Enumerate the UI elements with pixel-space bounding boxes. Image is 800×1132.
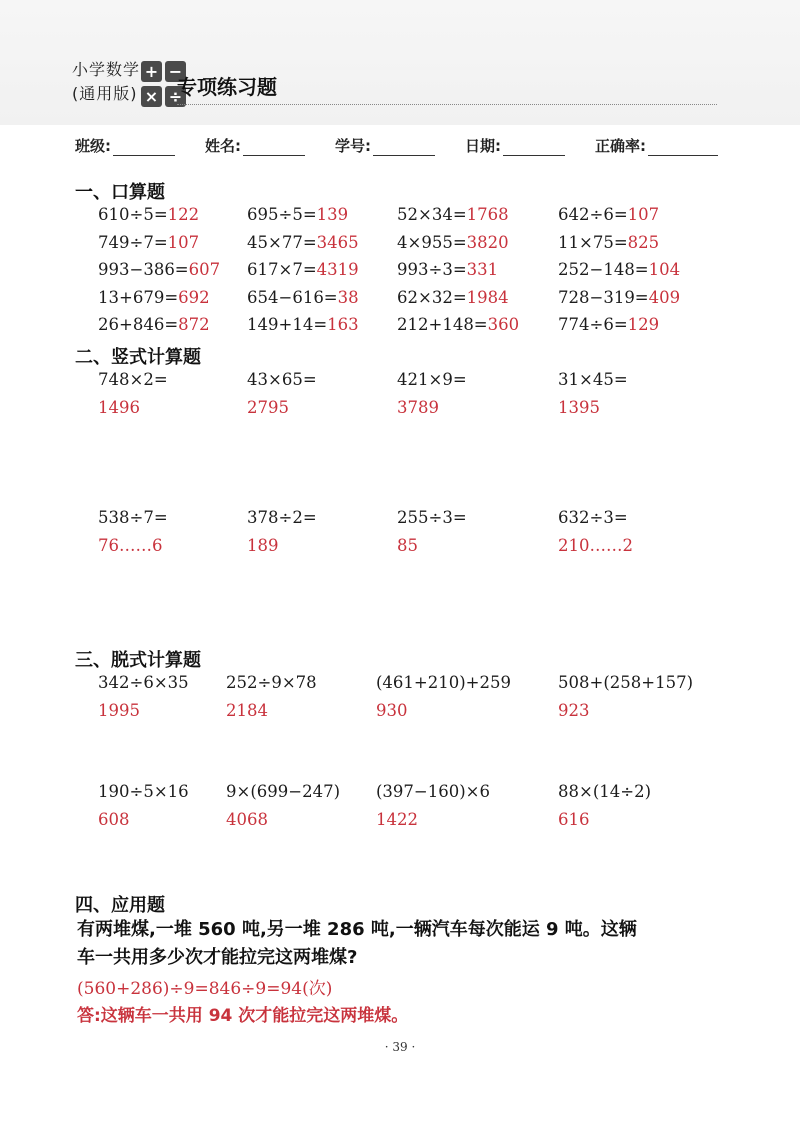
section1-title: 一、口算题 xyxy=(75,182,165,203)
answer: 1984 xyxy=(466,288,509,307)
vertical-answer: 1395 xyxy=(558,398,600,417)
oral-item xyxy=(98,288,210,307)
question: 212+148= xyxy=(397,315,488,334)
section3-title: 三、脱式计算题 xyxy=(75,650,201,671)
question: 52×34= xyxy=(397,205,467,224)
stepwise-answer: 2184 xyxy=(226,701,268,720)
times-icon: × xyxy=(141,86,162,107)
id-label: 学号: xyxy=(335,137,371,155)
section4-title: 四、应用题 xyxy=(75,895,165,916)
info-row xyxy=(75,135,735,159)
question: 617×7= xyxy=(247,260,317,279)
minus-icon: − xyxy=(165,61,186,82)
stepwise-question: 88×(14÷2) xyxy=(558,782,652,801)
vertical-question: 378÷2= xyxy=(247,508,317,527)
oral-item xyxy=(558,233,659,252)
answer: 3820 xyxy=(466,233,509,252)
answer: 139 xyxy=(316,205,349,224)
date-field[interactable] xyxy=(465,135,565,156)
vertical-answer: 76……6 xyxy=(98,536,163,555)
answer: 3465 xyxy=(316,233,359,252)
id-field[interactable] xyxy=(335,135,435,156)
solution-line: (560+286)÷9=846÷9=94(次) xyxy=(77,979,333,999)
class-blank[interactable] xyxy=(113,139,175,156)
vertical-answer: 210……2 xyxy=(558,536,633,555)
answer: 38 xyxy=(337,288,359,307)
answer: 360 xyxy=(487,315,520,334)
accuracy-blank[interactable] xyxy=(648,139,718,156)
answer: 1768 xyxy=(466,205,509,224)
question: 62×32= xyxy=(397,288,467,307)
vertical-question: 43×65= xyxy=(247,370,317,389)
date-blank[interactable] xyxy=(503,139,565,156)
oral-item xyxy=(98,205,199,224)
oral-item xyxy=(98,315,210,334)
stepwise-question: 190÷5×16 xyxy=(98,782,189,801)
stepwise-answer: 4068 xyxy=(226,810,268,829)
answer: 122 xyxy=(167,205,200,224)
vertical-answer: 85 xyxy=(397,536,418,555)
question: 695÷5= xyxy=(247,205,317,224)
oral-item xyxy=(558,288,680,307)
answer-line: 答:这辆车一共用 94 次才能拉完这两堆煤。 xyxy=(77,1006,409,1026)
stepwise-question: 508+(258+157) xyxy=(558,673,694,692)
answer: 825 xyxy=(627,233,660,252)
brand-line2: (通用版) xyxy=(72,84,138,103)
answer: 409 xyxy=(648,288,681,307)
date-label: 日期: xyxy=(465,137,501,155)
plus-icon: + xyxy=(141,61,162,82)
page-number: · 39 · xyxy=(384,1040,416,1054)
oral-item xyxy=(247,205,348,224)
accuracy-field[interactable] xyxy=(595,135,718,156)
answer: 129 xyxy=(627,315,660,334)
id-blank[interactable] xyxy=(373,139,435,156)
stepwise-answer: 930 xyxy=(376,701,408,720)
stepwise-answer: 616 xyxy=(558,810,590,829)
vertical-answer: 189 xyxy=(247,536,279,555)
accuracy-label: 正确率: xyxy=(595,137,646,155)
oral-item xyxy=(397,288,509,307)
oral-item xyxy=(558,205,659,224)
answer: 107 xyxy=(167,233,200,252)
vertical-question: 748×2= xyxy=(98,370,168,389)
oral-item xyxy=(247,288,359,307)
vertical-answer: 2795 xyxy=(247,398,289,417)
oral-item xyxy=(247,260,359,279)
question: 642÷6= xyxy=(558,205,628,224)
oral-item xyxy=(397,315,519,334)
question: 654−616= xyxy=(247,288,338,307)
answer: 692 xyxy=(178,288,210,307)
oral-item xyxy=(98,260,220,279)
oral-item xyxy=(397,233,509,252)
stepwise-answer: 1422 xyxy=(376,810,418,829)
stepwise-answer: 923 xyxy=(558,701,590,720)
question: 749÷7= xyxy=(98,233,168,252)
question: 45×77= xyxy=(247,233,317,252)
question: 252−148= xyxy=(558,260,649,279)
question: 610÷5= xyxy=(98,205,168,224)
stepwise-question: 252÷9×78 xyxy=(226,673,317,692)
vertical-answer: 3789 xyxy=(397,398,439,417)
question: 993÷3= xyxy=(397,260,467,279)
brand xyxy=(72,58,140,106)
oral-item xyxy=(558,260,680,279)
answer: 607 xyxy=(188,260,221,279)
stepwise-question: (397−160)×6 xyxy=(376,782,491,801)
stepwise-answer: 608 xyxy=(98,810,130,829)
answer: 104 xyxy=(648,260,681,279)
answer: 331 xyxy=(466,260,499,279)
question: 774÷6= xyxy=(558,315,628,334)
question: 4×955= xyxy=(397,233,467,252)
name-blank[interactable] xyxy=(243,139,305,156)
title-divider xyxy=(177,104,717,105)
name-field[interactable] xyxy=(205,135,305,156)
oral-item xyxy=(247,233,359,252)
stepwise-question: 9×(699−247) xyxy=(226,782,341,801)
oral-item xyxy=(98,233,199,252)
vertical-question: 538÷7= xyxy=(98,508,168,527)
vertical-question: 421×9= xyxy=(397,370,467,389)
vertical-answer: 1496 xyxy=(98,398,140,417)
stepwise-answer: 1995 xyxy=(98,701,140,720)
class-label: 班级: xyxy=(75,137,111,155)
class-field[interactable] xyxy=(75,135,175,156)
vertical-question: 255÷3= xyxy=(397,508,467,527)
oral-item xyxy=(247,315,359,334)
section2-title: 二、竖式计算题 xyxy=(75,347,201,368)
vertical-question: 632÷3= xyxy=(558,508,628,527)
answer: 163 xyxy=(327,315,359,334)
name-label: 姓名: xyxy=(205,137,241,155)
word-problem-line2: 车一共用多少次才能拉完这两堆煤? xyxy=(77,947,358,968)
brand-line1: 小学数学 xyxy=(72,60,141,79)
question: 993−386= xyxy=(98,260,189,279)
answer: 4319 xyxy=(316,260,359,279)
stepwise-question: 342÷6×35 xyxy=(98,673,189,692)
vertical-question: 31×45= xyxy=(558,370,628,389)
word-problem-line1: 有两堆煤,一堆 560 吨,另一堆 286 吨,一辆汽车每次能运 9 吨。这辆 xyxy=(77,919,637,940)
question: 149+14= xyxy=(247,315,328,334)
oral-item xyxy=(397,260,498,279)
answer: 107 xyxy=(627,205,660,224)
stepwise-question: (461+210)+259 xyxy=(376,673,512,692)
question: 26+846= xyxy=(98,315,179,334)
page-title: 专项练习题 xyxy=(177,75,277,99)
oral-item xyxy=(397,205,509,224)
divide-icon: ÷ xyxy=(165,86,186,107)
question: 11×75= xyxy=(558,233,628,252)
question: 728−319= xyxy=(558,288,649,307)
question: 13+679= xyxy=(98,288,179,307)
answer: 872 xyxy=(178,315,210,334)
oral-item xyxy=(558,315,659,334)
